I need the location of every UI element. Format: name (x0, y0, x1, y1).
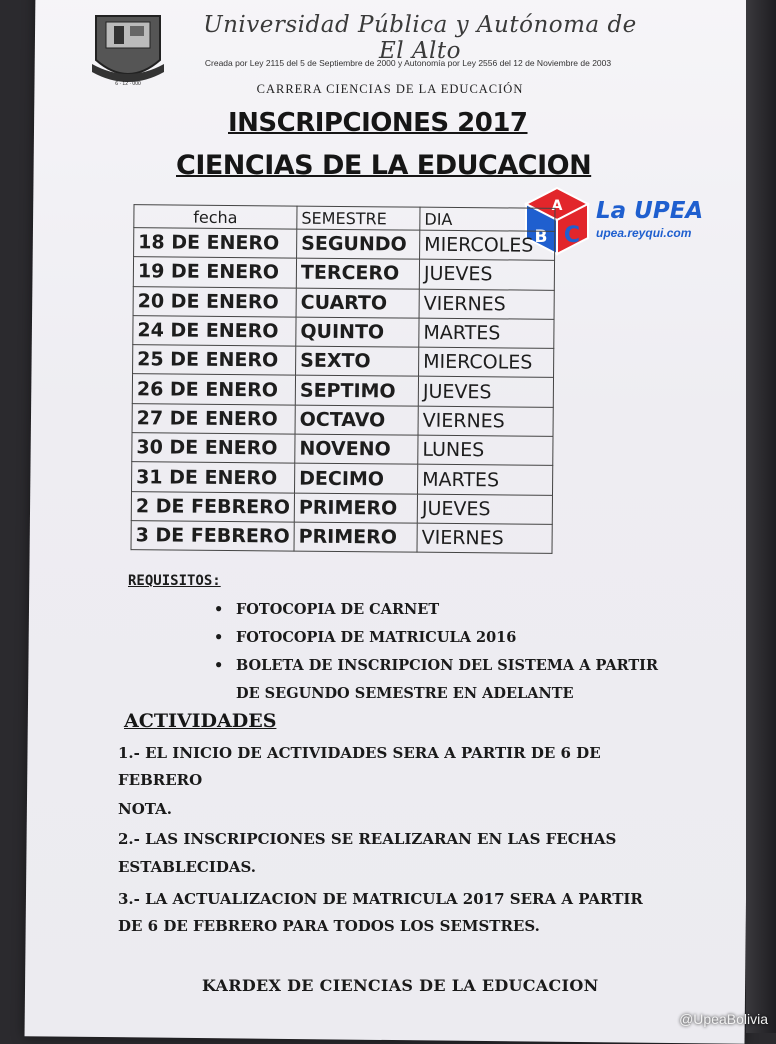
title-inscripciones: INSCRIPCIONES 2017 (228, 108, 528, 138)
requisito-text: FOTOCOPIA DE CARNET (236, 601, 440, 618)
career-name: CARRERA CIENCIAS DE LA EDUCACIÓN (256, 82, 524, 96)
table-row (133, 345, 554, 378)
semester-cell: CUARTO (296, 288, 419, 318)
day-cell: JUEVES (419, 259, 554, 289)
date-cell: 2 DE FEBRERO (131, 491, 294, 522)
column-header-fecha: fecha (134, 205, 297, 229)
date-cell: 20 DE ENERO (133, 286, 296, 317)
semester-cell: OCTAVO (295, 405, 418, 435)
date-cell: 3 DE FEBRERO (131, 521, 294, 552)
day-cell: VIERNES (419, 289, 554, 319)
semester-cell: QUINTO (296, 317, 419, 347)
date-cell: 18 DE ENERO (134, 228, 297, 259)
day-cell: MIERCOLES (420, 230, 555, 260)
table-row (133, 286, 554, 319)
requisito-continuation: DE SEGUNDO SEMESTRE EN ADELANTE (236, 685, 574, 702)
watermark: @UpeaBolivia (679, 1011, 768, 1027)
day-cell: VIERNES (418, 406, 553, 436)
actividad-2-cont: ESTABLECIDAS. (118, 858, 257, 876)
requisito-text: FOTOCOPIA DE MATRICULA 2016 (236, 629, 517, 646)
semester-cell: PRIMERO (294, 522, 417, 552)
svg-text:6 · 12 · 000: 6 · 12 · 000 (115, 81, 141, 87)
svg-text:B: B (534, 227, 548, 247)
date-cell: 27 DE ENERO (132, 403, 295, 434)
actividad-3-cont: DE 6 DE FEBRERO PARA TODOS LOS SEMSTRES. (118, 917, 540, 935)
table-row (132, 403, 553, 436)
table-row (132, 433, 553, 466)
nota-label: NOTA. (118, 800, 172, 818)
requisitos-heading: REQUISITOS: (128, 573, 221, 589)
day-cell: JUEVES (418, 377, 553, 407)
table-row (134, 228, 555, 261)
day-cell: MARTES (419, 318, 554, 348)
date-cell: 24 DE ENERO (133, 316, 296, 347)
day-cell: JUEVES (417, 494, 552, 524)
background-edge (746, 0, 776, 1033)
day-cell: VIERNES (417, 523, 552, 553)
column-header-dia: DIA (420, 207, 555, 231)
table-row (133, 316, 554, 349)
semester-cell: PRIMERO (294, 493, 417, 523)
kardex-footer: KARDEX DE CIENCIAS DE LA EDUCACION (202, 976, 599, 995)
requisitos-list (212, 596, 658, 708)
svg-text:A: A (551, 198, 563, 214)
actividad-1: 1.- EL INICIO DE ACTIVIDADES SERA A PARTIR DE 6 DE (118, 744, 601, 762)
bullet-icon: • (214, 657, 224, 674)
semester-cell: SEGUNDO (297, 229, 420, 259)
table-row (132, 374, 553, 407)
actividades-heading: ACTIVIDADES (124, 710, 277, 732)
table-row (131, 491, 552, 524)
date-cell: 25 DE ENERO (133, 345, 296, 376)
date-cell: 19 DE ENERO (133, 257, 296, 288)
semester-cell: DECIMO (295, 463, 418, 493)
date-cell: 30 DE ENERO (132, 433, 295, 464)
list-item (212, 652, 658, 680)
date-cell: 31 DE ENERO (132, 462, 295, 493)
university-seal-icon (88, 8, 168, 88)
actividad-3: 3.- LA ACTUALIZACION DE MATRICULA 2017 SERA A PARTIR (118, 890, 643, 908)
bullet-icon: • (214, 629, 224, 646)
requisito-text: BOLETA DE INSCRIPCION DEL SISTEMA A PARTIR (236, 657, 659, 674)
university-name: Universidad Pública y Autónoma de El Alto (203, 12, 637, 64)
table-row (131, 521, 552, 554)
svg-text:C: C (563, 223, 581, 248)
title-ciencias: CIENCIAS DE LA EDUCACION (176, 150, 592, 181)
bullet-icon: • (214, 601, 224, 618)
semester-cell: SEPTIMO (295, 376, 418, 406)
semester-cell: SEXTO (296, 346, 419, 376)
table-row (133, 257, 554, 290)
day-cell: MARTES (418, 465, 553, 495)
list-item (212, 624, 658, 652)
semester-cell: NOVENO (295, 434, 418, 464)
list-item-continuation (212, 680, 658, 708)
logo-url: upea.reyqui.com (596, 226, 692, 240)
logo-brand: La UPEA (596, 198, 704, 224)
day-cell: MIERCOLES (419, 347, 554, 377)
creation-law-line: Creada por Ley 2115 del 5 de Septiembre de 2000 y Autonomía por Ley 2556 del 12 de Noviembre de 2003 (204, 58, 612, 68)
day-cell: LUNES (418, 435, 553, 465)
table-row (132, 462, 553, 495)
column-header-semestre: SEMESTRE (297, 206, 420, 230)
actividad-2: 2.- LAS INSCRIPCIONES SE REALIZARAN EN LAS FECHAS (118, 830, 617, 848)
schedule-table (130, 204, 555, 554)
date-cell: 26 DE ENERO (132, 374, 295, 405)
semester-cell: TERCERO (296, 258, 419, 288)
list-item (212, 596, 658, 624)
actividad-1-cont: FEBRERO (118, 771, 203, 789)
